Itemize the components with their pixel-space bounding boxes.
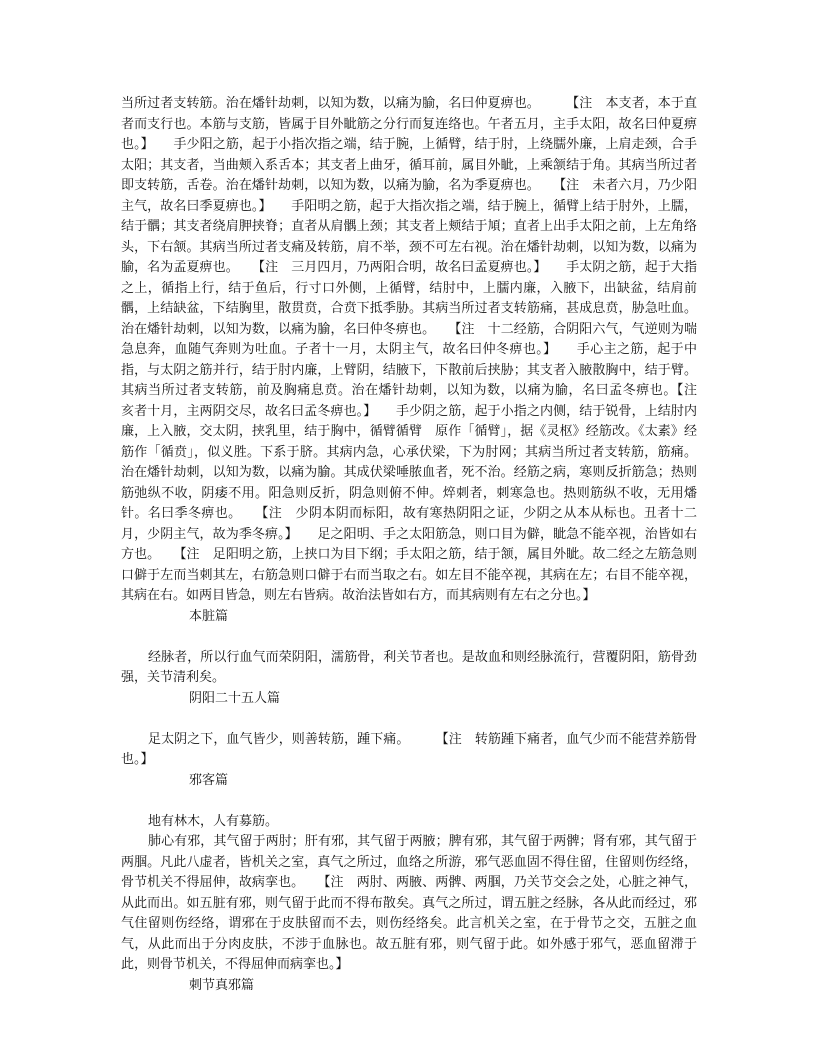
section-title-yinyang-25-ren: 阴阳二十五人篇 <box>189 690 281 706</box>
section-title-benzang: 本脏篇 <box>189 608 229 624</box>
paragraph-jingjin-commentary: 当所过者支转筋。治在燔针劫刺，以知为数，以痛为腧，名曰仲夏痹也。 【注 本支者，本于直者而支行也。本筋与支筋，皆属于目外眦筋之分行而复连络也。午者五月，主手太阳，故名曰仲夏痹也。】 手少阳之筋，起于小指次指之端，结于腕，上循臂，结于肘，上绕臑外廉，上肩走颈，合手太阳；其支者，当曲颊入系舌本；其支者上曲牙，循耳前，属目外眦，上乘颔结于角。其病当所过者即支转筋，舌卷。治在燔针劫刺，以知为数，以痛为腧，名为季夏痹也。 【注 未者六月，乃少阳主气，故名曰季夏痹也。】 手阳明之筋，起于大指次指之端，结于腕上，循臂上结于肘外，上臑，结于髃；其支者绕肩胛挟脊；直者从肩髃上颈；其支者上颊结于頄；直者上出手太阳之前，上左角络头，下右颔。其病当所过者支痛及转筋，肩不举，颈不可左右视。治在燔针劫刺，以知为数，以痛为腧，名为孟夏痹也。 【注 三月四月，乃两阳合明，故名曰孟夏痹也。】 手太阴之筋，起于大指之上，循指上行，结于鱼后，行寸口外侧，上循臂，结肘中，上臑内廉，入腋下，出缺盆，结肩前髃，上结缺盆，下结胸里，散贯贲，合贲下抵季胁。其病当所过者支转筋痛，甚成息贲，胁急吐血。治在燔针劫刺，以知为数，以痛为腧，名曰仲冬痹也。 【注 十二经筋，合阴阳六气，气逆则为喘急息奔，血随气奔则为吐血。子者十一月，太阴主气，故名曰仲冬痹也。】 手心主之筋，起于中指，与太阴之筋并行，结于肘内廉，上臂阴，结腋下，下散前后挟胁；其支者入腋散胸中，结于臂。其病当所过者支转筋，前及胸痛息贲。治在燔针劫刺，以知为数，以痛为腧，名曰孟冬痹也。【注 亥者十月，主两阴交尽，故名曰孟冬痹也。】 手少阴之筋，起于小指之内侧，结于锐骨，上结肘内廉，上入腋，交太阴，挟乳里，结于胸中，循臂循臂 原作「循臂」，据《灵枢》经筋改。《太素》经筋作「循贲」，似义胜。下系于脐。其病内急，心承伏梁，下为肘网；其病当所过者支转筋，筋痛。治在燔针劫刺，以知为数，以痛为腧。其成伏梁唾脓血者，死不治。经筋之病，寒则反折筋急；热则筋弛纵不收，阴痿不用。阳急则反折，阴急则俯不伸。焠刺者，刺寒急也。热则筋纵不收，无用燔针。名曰季冬痹也。 【注 少阴本阴而标阳，故有寒热阴阳之证，少阴之从本从标也。丑者十二月，少阴主气，故为季冬痹。】 足之阳明、手之太阳筋急，则口目为僻，眦急不能卒视，治皆如右方也。 【注 足阳明之筋，上挟口为目下纲；手太阳之筋，结于颔，属目外眦。故二经之左筋急则口僻于左而当刺其左，右筋急则口僻于右而当取之右。如左目不能卒视，其病在左；右目不能卒视，其病在右。如两目皆急，则左右皆病。故治法皆如右方，而其病则有左右之分也。】 <box>121 96 711 603</box>
paragraph-xieke-2: 肺心有邪，其气留于两肘；肝有邪，其气留于两腋；脾有邪，其气留于两髀；肾有邪，其气留于两腘。凡此八虚者，皆机关之室，真气之所过，血络之所游，邪气恶血固不得住留，住留则伤经络，骨节机关不得屈伸，故病挛也。 【注 两肘、两腋、两髀、两腘，乃关节交会之处，心脏之神气，从此而出。如五脏有邪，则气留于此而不得布散矣。真气之所过，谓五脏之经脉，各从此而经过，邪气住留则伤经络，谓邪在于皮肤留而不去，则伤经络矣。此言机关之室，在于骨节之交，五脏之血气，从此而出于分肉皮肤，不涉于血脉也。故五脏有邪，则气留于此。如外感于邪气，恶血留滞于此，则骨节机关，不得屈伸而病挛也。】 <box>121 834 697 972</box>
section-title-cijie-zhenxie: 刺节真邪篇 <box>189 977 255 993</box>
document-page <box>121 94 711 996</box>
paragraph-xieke-1: 地有林木，人有募筋。 <box>148 813 279 829</box>
paragraph-yinyang-25-ren: 足太阴之下，血气皆少，则善转筋，踵下痛。 【注 转筋踵下痛者，血气少而不能营养筋骨也。】 <box>121 731 697 767</box>
paragraph-benzang: 经脉者，所以行血气而荣阴阳，濡筋骨，利关节者也。是故血和则经脉流行，营覆阴阳，筋骨劲强，关节清利矣。 <box>121 649 697 685</box>
section-title-xieke: 邪客篇 <box>189 772 229 788</box>
